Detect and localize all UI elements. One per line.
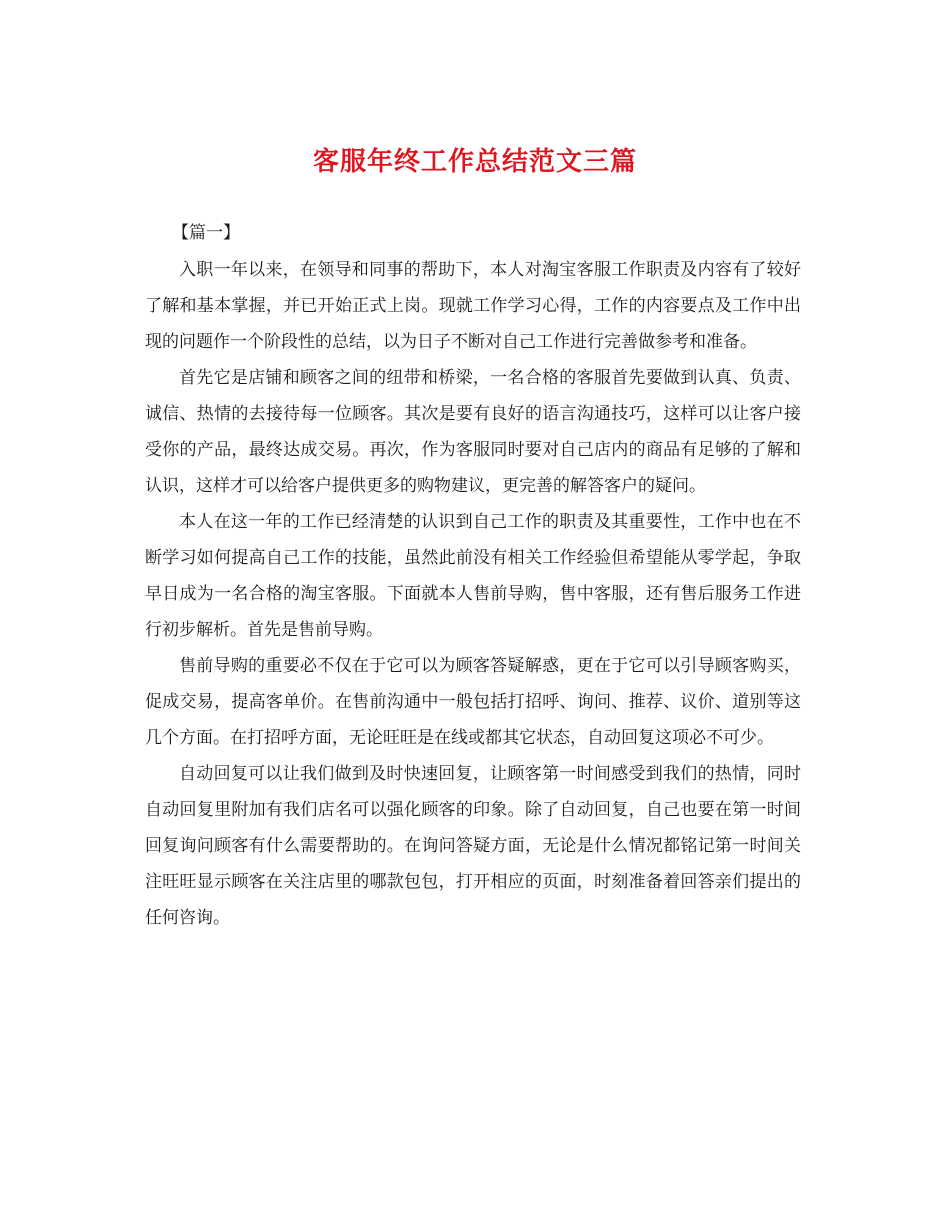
paragraph-2: 首先它是店铺和顾客之间的纽带和桥梁，一名合格的客服首先要做到认真、负责、诚信、热情的去接待每一位顾客。其次是要有良好的语言沟通技巧，这样可以让客户接受你的产品，最终达成交易。再次，作为客服同时要对自己店内的商品有足够的了解和认识，这样才可以给客户提供更多的购物建议，更完善的解答客户的疑问。	[145, 368, 801, 496]
paragraph-5: 自动回复可以让我们做到及时快速回复，让顾客第一时间感受到我们的热情，同时自动回复里附加有我们店名可以强化顾客的印象。除了自动回复，自己也要在第一时间回复询问顾客有什么需要帮助的。在询问答疑方面，无论是什么情况都铭记第一时间关注旺旺显示顾客在关注店里的哪款包包，打开相应的页面，时刻准备着回答亲们提出的任何咨询。	[145, 764, 801, 928]
paragraph-3: 本人在这一年的工作已经清楚的认识到自己工作的职责及其重要性，工作中也在不断学习如何提高自己工作的技能，虽然此前没有相关工作经验但希望能从零学起，争取早日成为一名合格的淘宝客服。下面就本人售前导购，售中客服，还有售后服务工作进行初步解析。首先是售前导购。	[145, 512, 801, 640]
section-label: 【篇一】	[172, 223, 240, 243]
document-title: 客服年终工作总结范文三篇	[312, 147, 637, 177]
paragraph-4: 售前导购的重要必不仅在于它可以为顾客答疑解惑，更在于它可以引导顾客购买，促成交易，提高客单价。在售前沟通中一般包括打招呼、询问、推荐、议价、道别等这几个方面。在打招呼方面，无论旺旺是在线或都其它状态，自动回复这项必不可少。	[145, 656, 801, 748]
document-body	[145, 252, 801, 936]
paragraph-1: 入职一年以来，在领导和同事的帮助下，本人对淘宝客服工作职责及内容有了较好了解和基本掌握，并已开始正式上岗。现就工作学习心得，工作的内容要点及工作中出现的问题作一个阶段性的总结，以为日子不断对自己工作进行完善做参考和准备。	[145, 260, 801, 352]
